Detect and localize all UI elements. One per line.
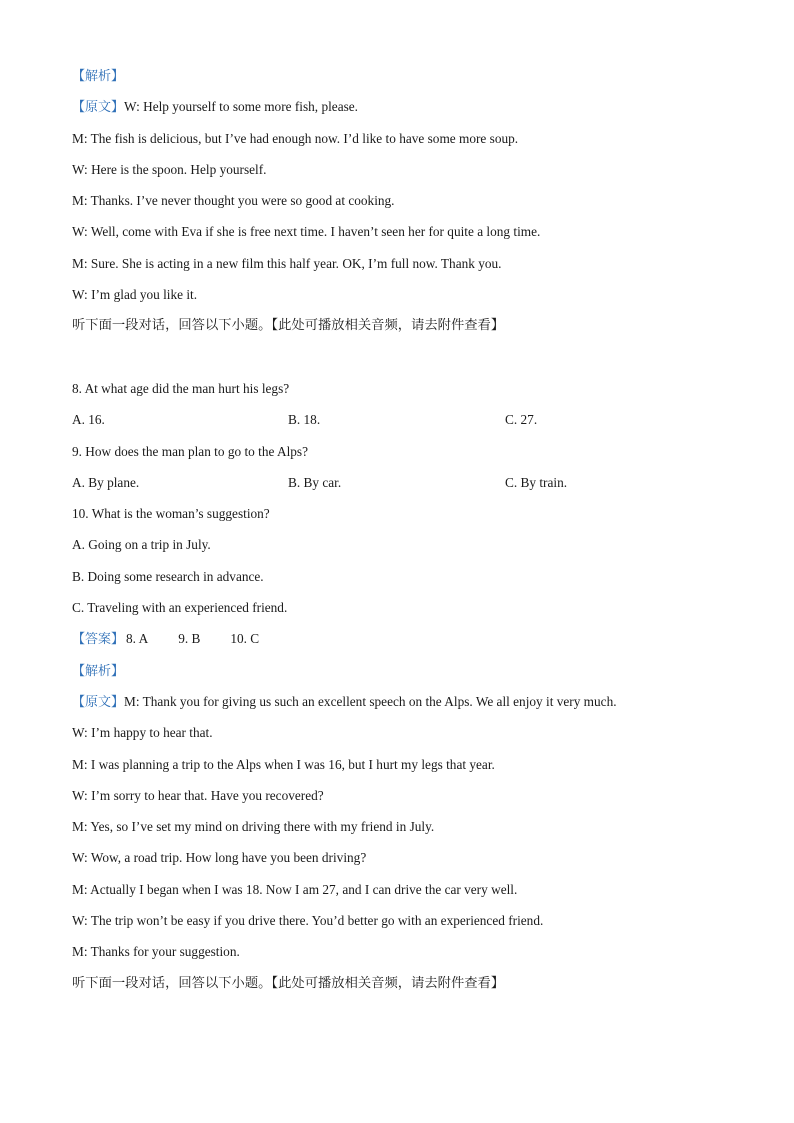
analysis-tag: 【解析】 — [72, 69, 125, 84]
dialogue2-line-3: M: I was planning a trip to the Alps when I was 16, but I hurt my legs that year. — [72, 756, 495, 772]
dialogue2-line-5: M: Yes, so I’ve set my mind on driving there with my friend in July. — [72, 819, 435, 835]
dialogue2-line-9: M: Thanks for your suggestion. — [72, 944, 240, 960]
question-10-option-a: A. Going on a trip in July. — [72, 537, 211, 553]
dialogue1-line-7: W: I’m glad you like it. — [72, 287, 198, 303]
dialogue2-line-8: W: The trip won’t be easy if you drive there. You’d better go with an experienced friend. — [72, 913, 544, 929]
dialogue1-line-3: W: Here is the spoon. Help yourself. — [72, 161, 267, 177]
question-9-option-a: A. By plane. — [72, 474, 140, 490]
analysis-heading-2 — [72, 655, 732, 686]
analysis-heading-1 — [72, 60, 732, 91]
dialogue2-line-4: W: I’m sorry to hear that. Have you recovered? — [72, 787, 324, 803]
question-9-option-b: B. By car. — [288, 474, 342, 490]
question-8-options — [72, 404, 732, 435]
dialogue-text: W: Help yourself to some more fish, please. — [124, 99, 359, 115]
answer-9: 9. B — [178, 631, 201, 647]
listening-instruction-2: 听下面一段对话，回答以下小题。【此处可播放相关音频，请去附件查看】 — [72, 975, 505, 991]
question-9-options — [72, 467, 732, 498]
question-8-stem: 8. At what age did the man hurt his legs? — [72, 380, 290, 396]
dialogue1-line-5: W: Well, come with Eva if she is free next time. I haven’t seen her for quite a long time. — [72, 224, 541, 240]
dialogue1-line-2: M: The fish is delicious, but I’ve had enough now. I’d like to have some more soup. — [72, 130, 519, 146]
dialogue2-line-2: W: I’m happy to hear that. — [72, 725, 213, 741]
question-10-option-b: B. Doing some research in advance. — [72, 568, 264, 584]
dialogue1-line-4: M: Thanks. I’ve never thought you were so good at cooking. — [72, 193, 395, 209]
answer-line — [72, 623, 732, 654]
original-text-tag: 【原文】 — [72, 694, 125, 710]
dialogue2-line-1 — [72, 686, 732, 717]
dialogue-text: M: Thank you for giving us such an excellent speech on the Alps. We all enjoy it very much. — [124, 693, 617, 709]
question-10-option-c: C. Traveling with an experienced friend. — [72, 600, 288, 616]
spacer — [72, 342, 732, 373]
original-text-tag: 【原文】 — [72, 100, 125, 116]
question-8-option-a: A. 16. — [72, 412, 105, 428]
dialogue2-line-7: M: Actually I began when I was 18. Now I am 27, and I can drive the car very well. — [72, 881, 518, 897]
answer-tag: 【答案】 — [72, 632, 125, 648]
document-page — [72, 60, 732, 999]
listening-instruction-1: 听下面一段对话，回答以下小题。【此处可播放相关音频，请去附件查看】 — [72, 318, 505, 334]
analysis-tag: 【解析】 — [72, 663, 125, 679]
question-8-option-b: B. 18. — [288, 412, 321, 428]
answer-10: 10. C — [230, 631, 260, 647]
dialogue2-line-6: W: Wow, a road trip. How long have you been driving? — [72, 850, 367, 866]
dialogue1-line-1 — [72, 91, 732, 122]
question-9-option-c: C. By train. — [505, 474, 568, 490]
question-10-stem: 10. What is the woman’s suggestion? — [72, 506, 270, 522]
question-8-option-c: C. 27. — [505, 412, 538, 428]
question-9-stem: 9. How does the man plan to go to the Alps? — [72, 443, 308, 459]
answer-8: 8. A — [126, 631, 149, 647]
dialogue1-line-6: M: Sure. She is acting in a new film this half year. OK, I’m full now. Thank you. — [72, 255, 502, 271]
